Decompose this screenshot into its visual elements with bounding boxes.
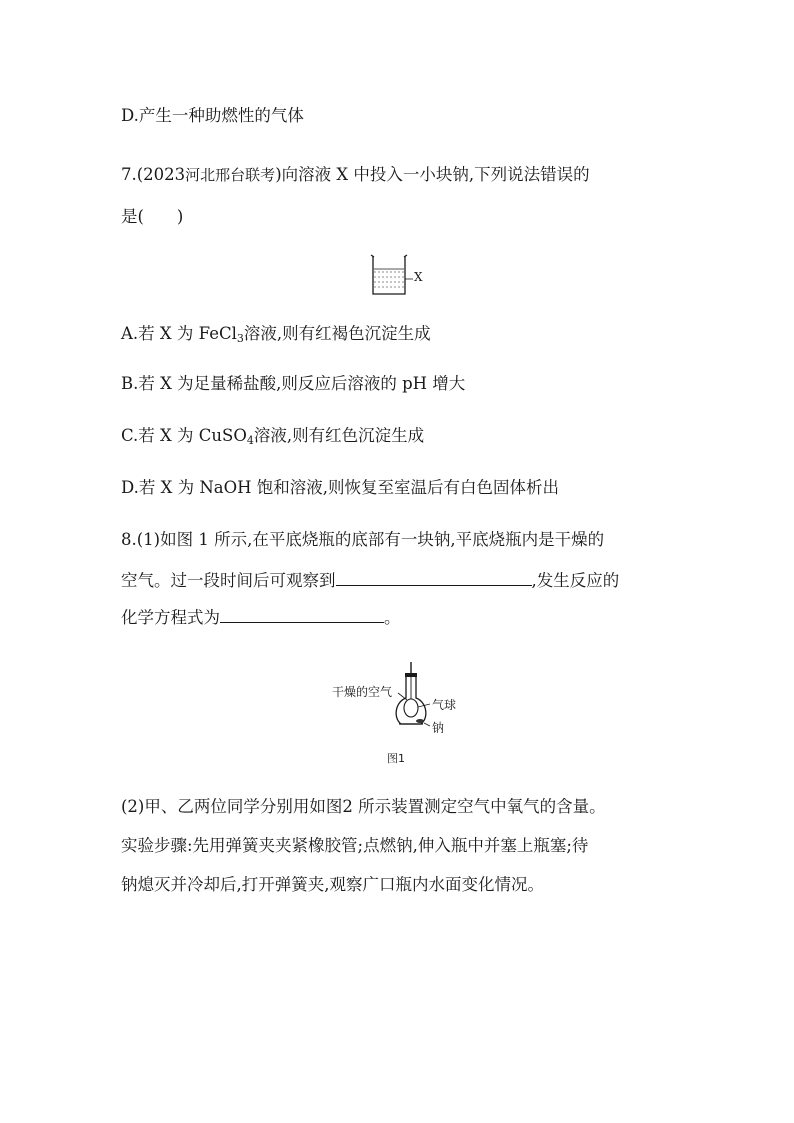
flask-label-sodium: 钠 [432,721,445,735]
q8-part2: (2)甲、乙两位同学分别用如图2 所示装置测定空气中氧气的含量。 [121,797,606,816]
q7-option-b: B.若 X 为足量稀盐酸,则反应后溶液的 pH 增大 [121,374,466,393]
q7-option-d: D.若 X 为 NaOH 饱和溶液,则恢复至室温后有白色固体析出 [121,478,560,497]
beaker-label-x: X [414,270,423,284]
q7-option-c-text-end: 溶液,则有红色沉淀生成 [253,426,425,445]
q8-line2-text-end: ,发生反应的 [531,571,620,590]
q8-steps-line1: 实验步骤:先用弹簧夹夹紧橡胶管;点燃钠,伸入瓶中并塞上瓶塞;待 [121,836,589,855]
q7-option-a [121,322,431,346]
answer-blank-equation[interactable] [220,604,384,623]
q8-line1: 8.(1)如图 1 所示,在平底烧瓶的底部有一块钠,平底烧瓶内是干燥的 [121,530,605,549]
answer-blank-observation[interactable] [336,567,532,586]
q8-steps-line2: 钠熄灭并冷却后,打开弹簧夹,观察广口瓶内水面变化情况。 [121,875,544,894]
q7-stem-line1 [121,163,590,187]
flask-icon [396,662,430,726]
q6-option-d: D.产生一种助燃性的气体 [121,106,304,125]
q7-option-c-subscript: 4 [246,434,254,447]
flask-label-balloon: 气球 [432,698,457,712]
q8-line3-text-end: 。 [384,608,401,627]
flask-label-dry-air: 干燥的空气 [332,685,393,699]
q8-line2 [121,567,619,593]
q7-option-a-text-end: 溶液,则有红褐色沉淀生成 [243,324,431,343]
q8-line3 [121,604,401,630]
q7-option-a-subscript: 3 [236,332,244,345]
q7-number: 7.(2023 [121,165,186,184]
q7-source: 河北邢台联考 [185,166,276,184]
q8-line2-text: 空气。过一段时间后可观察到 [121,571,336,590]
q7-option-a-text: A.若 X 为 FeCl [121,324,237,343]
figure-1-caption: 图1 [387,752,405,765]
q7-option-c [121,424,424,448]
q7-stem-text: )向溶液 X 中投入一小块钠,下列说法错误的 [275,165,590,184]
q7-stem-line2: 是( ) [121,207,184,226]
beaker-icon [371,255,413,294]
q8-line3-text: 化学方程式为 [121,608,220,627]
q7-option-c-text: C.若 X 为 CuSO [121,426,247,445]
